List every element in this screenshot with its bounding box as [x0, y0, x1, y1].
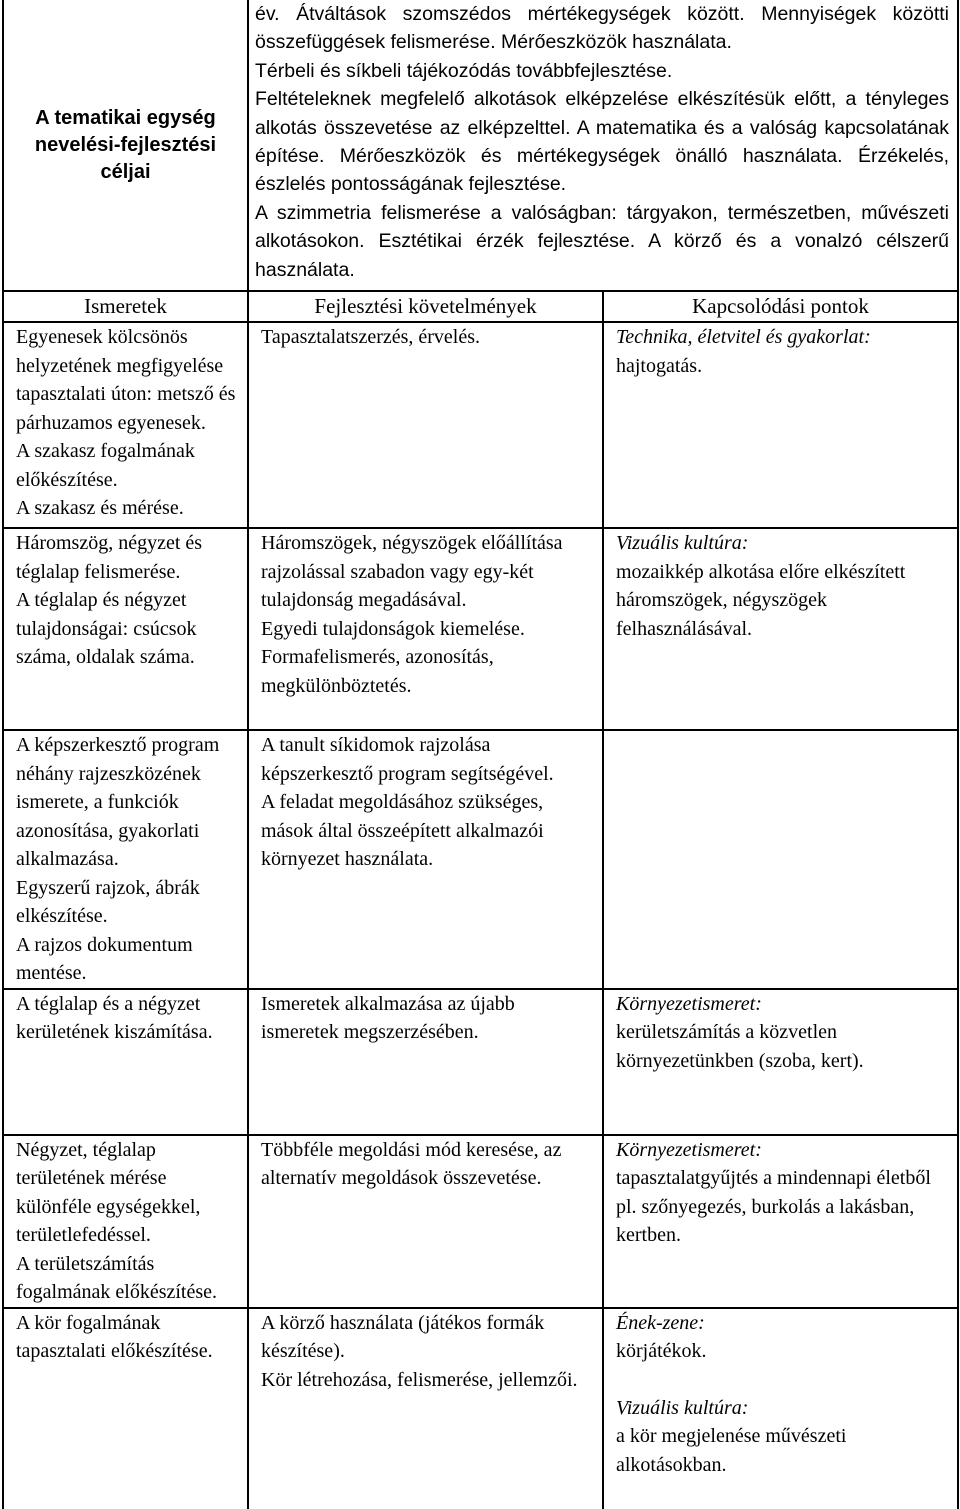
header-fejlesztes: Fejlesztési követelmények: [248, 291, 603, 322]
goals-line: Térbeli és síkbeli tájékozódás továbbfejlesztése.: [255, 59, 673, 82]
fejlesztes-cell: Tapasztalatszerzés, érvelés.: [248, 322, 603, 528]
table-row: [3, 989, 958, 1135]
goals-label: A tematikai egység nevelési-fejlesztési céljai: [3, 0, 248, 291]
ismeretek-cell: Háromszög, négyzet és téglalap felismerése. A téglalap és négyzet tulajdonságai: csúcsok száma, oldalak száma.: [3, 528, 248, 730]
header-row: [3, 291, 958, 322]
header-kapcsolodas: Kapcsolódási pontok: [603, 291, 958, 322]
curriculum-page: [2, 0, 957, 1476]
kapcsolodas-cell: Ének-zene: körjátékok. Vizuális kultúra: a kör megjelenése művészeti alkotásokban.: [603, 1308, 958, 1509]
goals-line: Feltételeknek megfelelő alkotások elképzelése elkészítésük előtt, a tényleges alkotás összevetése az elképzelttel. A matematika és a valóság kapcsolatának építése. Mérőeszközök és mértékegységek önálló használata. Érzékelés, észlelés pontosságának fejlesztése.: [255, 88, 950, 196]
fejlesztes-cell: Ismeretek alkalmazása az újabb ismeretek megszerzésében.: [248, 989, 603, 1135]
subject-label: Technika, életvitel és gyakorlat:: [616, 326, 871, 348]
ismeretek-cell: A téglalap és a négyzet kerületének kiszámítása.: [3, 989, 248, 1135]
header-ismeretek: Ismeretek: [3, 291, 248, 322]
table-row: [3, 528, 958, 730]
curriculum-table: [2, 0, 959, 1509]
ismeretek-cell: A képszerkesztő program néhány rajzeszközének ismerete, a funkciók azonosítása, gyakorlati alkalmazása. Egyszerű rajzok, ábrák elkészítése. A rajzos dokumentum mentése.: [3, 730, 248, 989]
fejlesztes-cell: Háromszögek, négyszögek előállítása rajzolással szabadon vagy egy-két tulajdonság megadásával. Egyedi tulajdonságok kiemelése. Formafelismerés, azonosítás, megkülönböztetés.: [248, 528, 603, 730]
table-row: [3, 322, 958, 528]
ismeretek-cell: Egyenesek kölcsönös helyzetének megfigyelése tapasztalati úton: metsző és párhuzamos egyenesek. A szakasz fogalmának előkészítése. A szakasz és mérése.: [3, 322, 248, 528]
table-row: [3, 1135, 958, 1308]
subject-label: Ének-zene:: [616, 1311, 705, 1334]
ismeretek-cell: Négyzet, téglalap területének mérése különféle egységekkel, területlefedéssel. A területszámítás fogalmának előkészítése.: [3, 1135, 248, 1308]
goals-row: [3, 0, 958, 291]
subject-label: Környezetismeret:: [616, 992, 762, 1015]
kapcsolodas-cell: Vizuális kultúra: mozaikkép alkotása előre elkészített háromszögek, négyszögek felhasználásával.: [603, 528, 958, 730]
subject-label: Környezetismeret:: [616, 1138, 762, 1161]
subject-label: Vizuális kultúra:: [616, 532, 749, 554]
fejlesztes-cell: A tanult síkidomok rajzolása képszerkesztő program segítségével. A feladat megoldásához szükséges, mások által összeépített alkalmazói környezet használata.: [248, 730, 603, 989]
ismeretek-cell: A kör fogalmának tapasztalati előkészítése.: [3, 1308, 248, 1509]
goals-line: év. Átváltások szomszédos mértékegységek között. Mennyiségek közötti összefüggések felismerése. Mérőeszközök használata.: [255, 3, 950, 54]
kapcsolodas-cell: Környezetismeret: kerületszámítás a közvetlen környezetünkben (szoba, kert).: [603, 989, 958, 1135]
table-row: [3, 1308, 958, 1509]
kapcsolodas-cell: [603, 730, 958, 989]
fejlesztes-cell: Többféle megoldási mód keresése, az alternatív megoldások összevetése.: [248, 1135, 603, 1308]
fejlesztes-cell: A körző használata (játékos formák készítése). Kör létrehozása, felismerése, jellemzői.: [248, 1308, 603, 1509]
subject-label: Vizuális kultúra:: [616, 1396, 749, 1419]
table-row: [3, 730, 958, 989]
kapcsolodas-cell: Technika, életvitel és gyakorlat: hajtogatás.: [603, 322, 958, 528]
goals-line: A szimmetria felismerése a valóságban: tárgyakon, természetben, művészeti alkotásokon. Esztétikai érzék fejlesztése. A körző és a vonalzó célszerű használata.: [255, 201, 950, 281]
kapcsolodas-cell: Környezetismeret: tapasztalatgyűjtés a mindennapi életből pl. szőnyegezés, burkolás a lakásban, kertben.: [603, 1135, 958, 1308]
goals-text: [248, 0, 958, 291]
